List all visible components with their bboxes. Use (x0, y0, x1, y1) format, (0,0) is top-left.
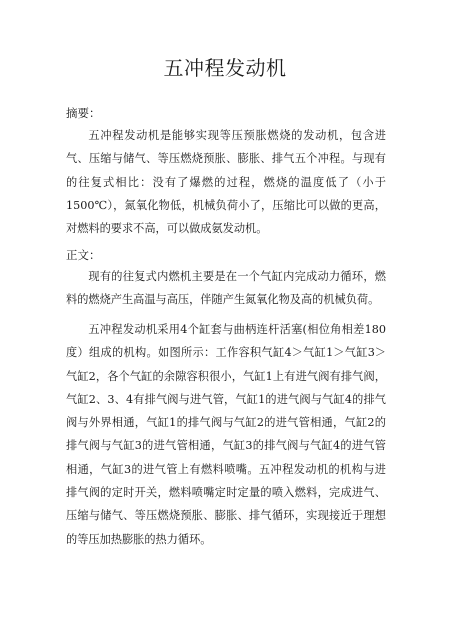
abstract-paragraph: 五冲程发动机是能够实现等压预胀燃烧的发动机，包含进气、压缩与储气、等压燃烧预胀、膨胀、排气五个冲程。与现有的往复式相比：没有了爆燃的过程，燃烧的温度低了（小于1500℃），氮氧化物低，机械负荷小了，压缩比可以做的更高，对燃料的要求不高，可以做成氨发动机。 (66, 129, 386, 236)
body-label: 正文： (66, 248, 101, 262)
document-title: 五冲程发动机 (163, 56, 287, 80)
body-paragraph-1: 现有的往复式内燃机主要是在一个气缸内完成动力循环，燃料的燃烧产生高温与高压，伴随产生氮氧化物及高的机械负荷。 (66, 270, 386, 307)
abstract-label: 摘要： (66, 106, 101, 120)
body-paragraph-2: 五冲程发动机采用4个缸套与曲柄连杆活塞(相位角相差180度）组成的机构。如图所示：工作容积气缸4＞气缸1＞气缸3＞气缸2，各个气缸的余隙容积很小，气缸1上有进气阀有排气阀，气缸2、3、4有排气阀与进气管，气缸1的进气阀与气缸4的排气阀与外界相通，气缸1的排气阀与气缸2的进气管相通，气缸2的排气阀与气缸3的进气管相通，气缸3的排气阀与气缸4的进气管相通，气缸3的进气管上有燃料喷嘴。五冲程发动机的机构与进排气阀的定时开关，燃料喷嘴定时定量的喷入燃料，完成进气、压缩与储气、等压燃烧预胀、膨胀、排气循环，实现接近于理想的等压加热膨胀的热力循环。 (66, 323, 386, 546)
